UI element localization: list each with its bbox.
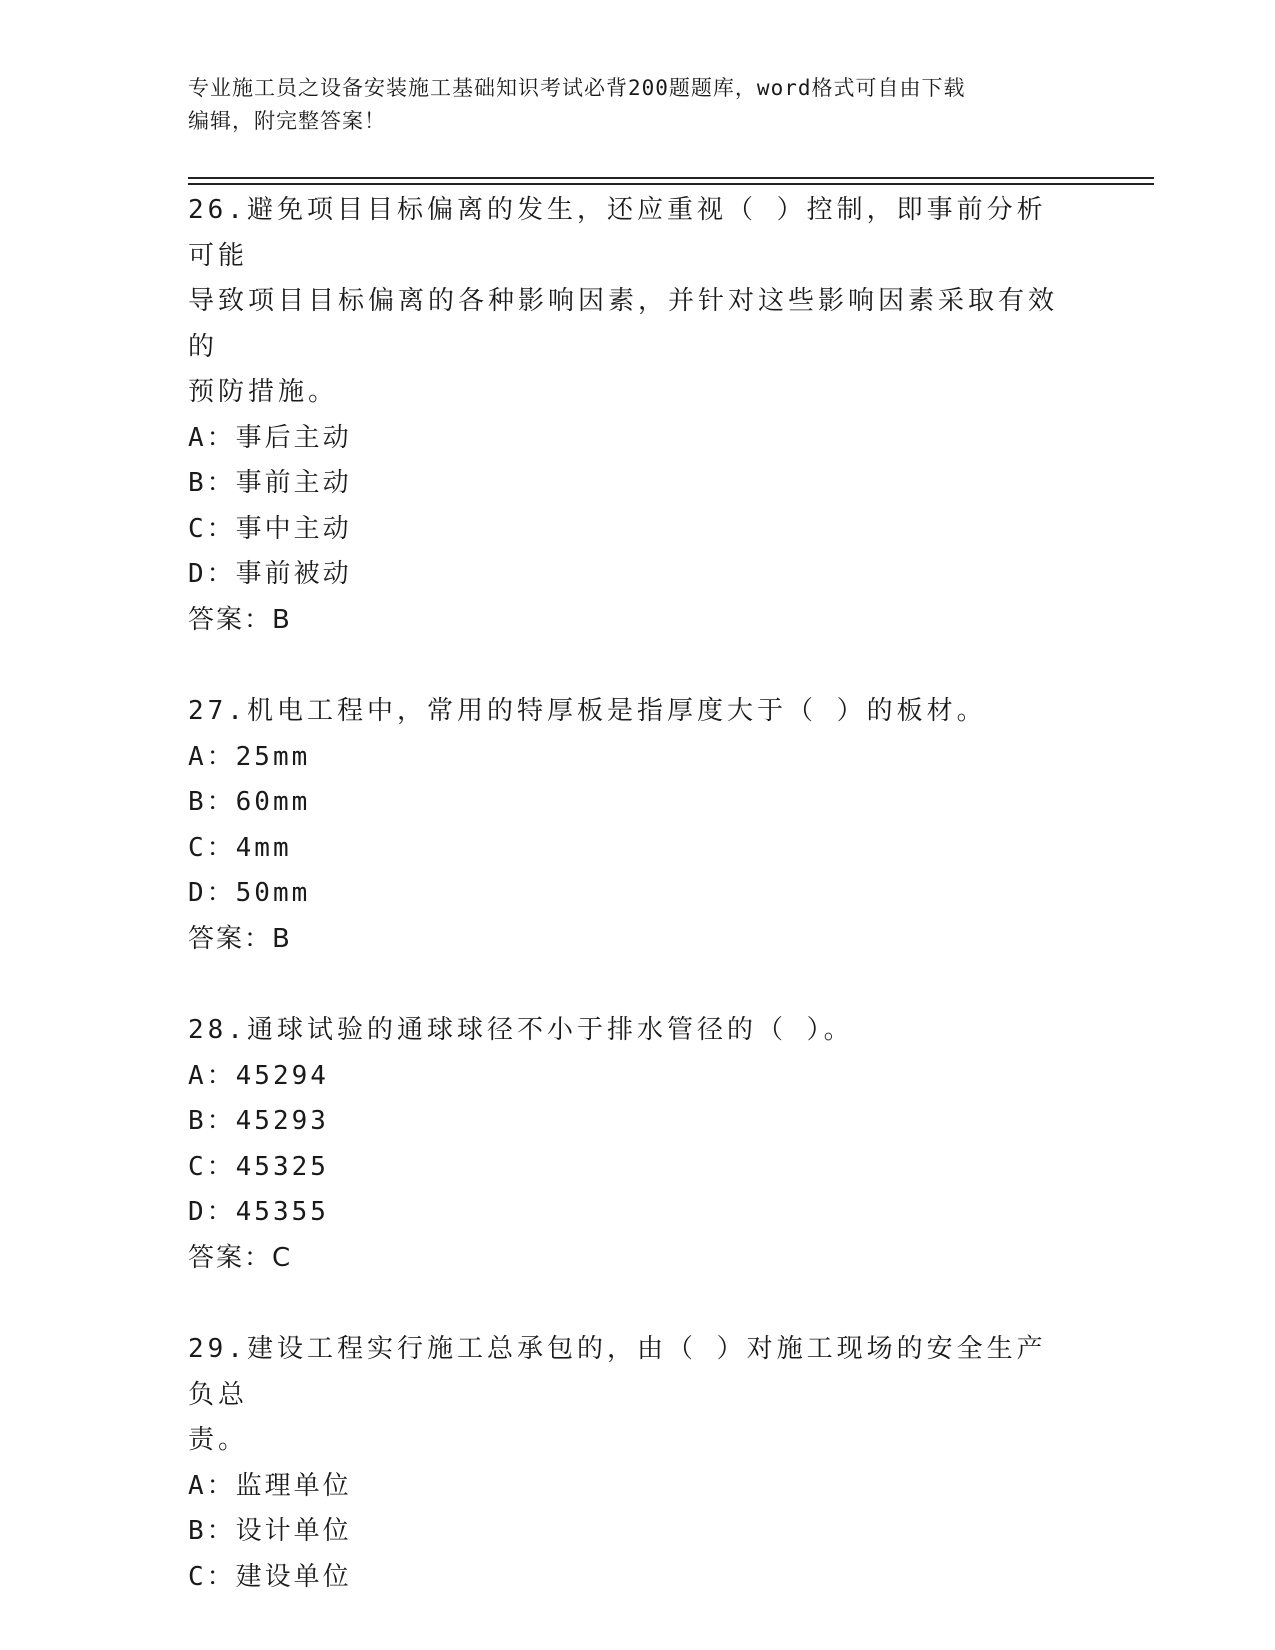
stem-line: 预防措施。	[188, 377, 339, 407]
header-line-1: 专业施工员之设备安装施工基础知识考试必背200题题库，word格式可自由下载	[188, 76, 966, 100]
question-28	[188, 1008, 1068, 1281]
option-a: A：25mm	[188, 741, 311, 772]
question-stem	[188, 1008, 1068, 1054]
option-a: A：事后主动	[188, 422, 352, 453]
stem-line: 26.避免项目目标偏离的发生，还应重视（ ）控制，即事前分析可能	[188, 195, 1047, 271]
option-b: B：45293	[188, 1106, 329, 1136]
option-c: C：45325	[188, 1151, 329, 1182]
question-list	[188, 188, 1068, 1646]
stem-line: 28.通球试验的通球球径不小于排水管径的（ ）。	[188, 1015, 854, 1045]
option-b: B：60mm	[188, 787, 311, 817]
answer: 答案：B	[188, 604, 292, 635]
stem-line: 27.机电工程中，常用的特厚板是指厚度大于（ ）的板材。	[188, 696, 987, 726]
header-divider-bottom	[188, 183, 1154, 185]
option-d: D：45355	[188, 1197, 329, 1227]
option-b: B：设计单位	[188, 1516, 352, 1546]
question-26	[188, 188, 1068, 643]
question-stem	[188, 1327, 1068, 1464]
option-d: D：50mm	[188, 878, 311, 908]
option-c: C：建设单位	[188, 1561, 352, 1592]
question-27	[188, 689, 1068, 962]
stem-line: 责。	[188, 1425, 249, 1455]
document-header	[188, 72, 1078, 138]
header-line-2: 编辑，附完整答案！	[188, 109, 386, 133]
stem-line: 导致项目目标偏离的各种影响因素，并针对这些影响因素采取有效的	[188, 286, 1059, 362]
header-divider-top	[188, 177, 1154, 179]
question-stem	[188, 188, 1068, 416]
option-c: C：事中主动	[188, 513, 352, 544]
option-c: C：4mm	[188, 832, 292, 863]
stem-line: 29.建设工程实行施工总承包的，由（ ）对施工现场的安全生产负总	[188, 1334, 1047, 1410]
question-stem	[188, 689, 1068, 735]
option-d: D：事前被动	[188, 559, 352, 589]
answer: 答案：C	[188, 1242, 293, 1273]
option-a: A：监理单位	[188, 1470, 352, 1501]
option-a: A：45294	[188, 1060, 329, 1091]
answer: 答案：B	[188, 923, 292, 954]
question-29	[188, 1327, 1068, 1600]
option-b: B：事前主动	[188, 468, 352, 498]
